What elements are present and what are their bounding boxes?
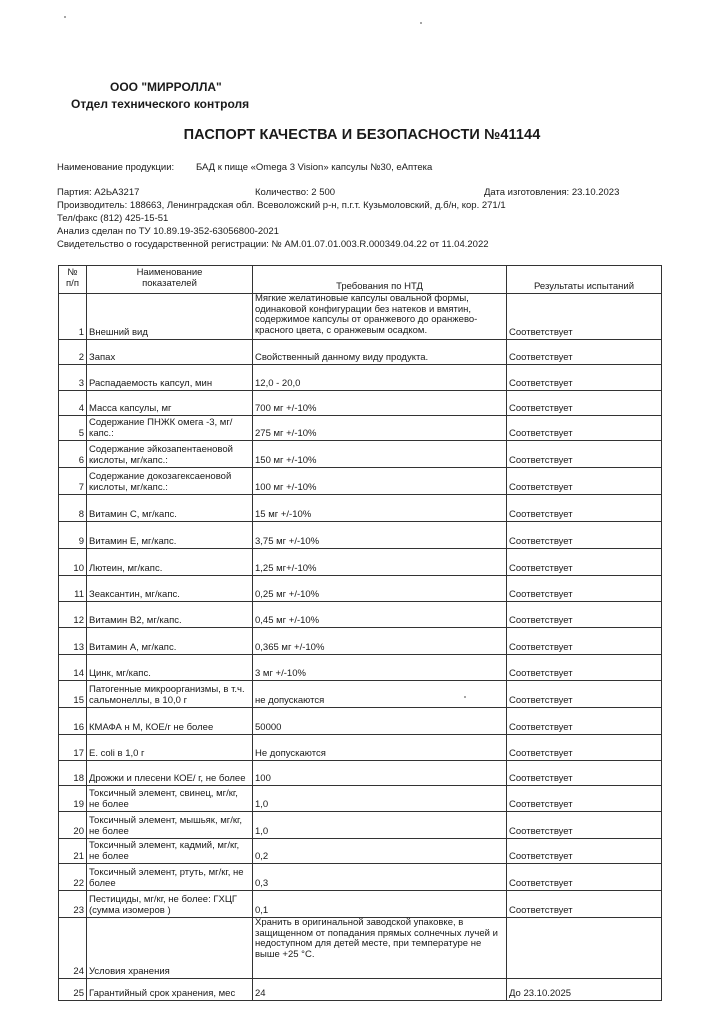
requirement: 0,45 мг +/-10% (253, 602, 507, 628)
table-row (59, 681, 662, 708)
table-row (59, 576, 662, 602)
requirement: 24 (253, 979, 507, 1001)
row-number: 4 (59, 391, 87, 416)
requirement: 12,0 - 20,0 (253, 365, 507, 391)
table-row (59, 365, 662, 391)
table-row (59, 979, 662, 1001)
indicator-name: Содержание ПНЖК омега -3, мг/капс.: (87, 416, 253, 441)
indicator-name: Витамин С, мг/капс. (87, 495, 253, 522)
row-number: 12 (59, 602, 87, 628)
test-result: Соответствует (507, 839, 662, 864)
scan-speck (464, 696, 466, 698)
requirement: 1,0 (253, 786, 507, 812)
row-number: 22 (59, 864, 87, 891)
product-value: БАД к пище «Omega 3 Vision» капсулы №30, еАптека (196, 162, 433, 173)
row-number: 18 (59, 761, 87, 786)
row-number: 19 (59, 786, 87, 812)
row-number: 17 (59, 735, 87, 761)
row-number: 11 (59, 576, 87, 602)
indicator-name: Токсичный элемент, кадмий, мг/кг, не более (87, 839, 253, 864)
requirement: 0,25 мг +/-10% (253, 576, 507, 602)
phone: Тел/факс (812) 425-15-51 (57, 213, 169, 224)
test-result: Соответствует (507, 708, 662, 735)
indicator-name: Условия хранения (87, 918, 253, 979)
header-name-line2: показателей (142, 277, 197, 289)
row-number: 20 (59, 812, 87, 839)
header-requirements: Требования по НТД (253, 266, 507, 294)
table-row (59, 812, 662, 839)
table-row (59, 708, 662, 735)
scan-speck (64, 16, 66, 18)
indicator-name: Витамин В2, мг/капс. (87, 602, 253, 628)
indicator-name: Цинк, мг/капс. (87, 655, 253, 681)
test-result (507, 918, 662, 979)
table-row (59, 391, 662, 416)
requirement: 50000 (253, 708, 507, 735)
scan-speck (420, 22, 422, 24)
indicator-name: Запах (87, 340, 253, 365)
requirement: 0,2 (253, 839, 507, 864)
test-result: Соответствует (507, 864, 662, 891)
test-result: До 23.10.2025 (507, 979, 662, 1001)
row-number: 7 (59, 468, 87, 495)
test-result: Соответствует (507, 761, 662, 786)
table-body (59, 294, 662, 1001)
requirement: 275 мг +/-10% (253, 416, 507, 441)
department-name: Отдел технического контроля (71, 97, 250, 111)
indicator-name: КМАФА н М, КОЕ/г не более (87, 708, 253, 735)
row-number: 10 (59, 549, 87, 576)
requirement: 100 мг +/-10% (253, 468, 507, 495)
test-result: Соответствует (507, 294, 662, 340)
row-number: 24 (59, 918, 87, 979)
header-num-line2: п/п (66, 277, 79, 289)
test-result: Соответствует (507, 655, 662, 681)
row-number: 16 (59, 708, 87, 735)
indicator-name: Распадаемость капсул, мин (87, 365, 253, 391)
row-number: 14 (59, 655, 87, 681)
test-result: Соответствует (507, 549, 662, 576)
requirement: Мягкие желатиновые капсулы овальной формы, одинаковой конфигурации без натеков и вмятин, содержимое капсулы от оранжевого до оранжево-красного цвета, с оранжевым осадком. (253, 294, 507, 340)
document-title: ПАСПОРТ КАЧЕСТВА И БЕЗОПАСНОСТИ №41144 (183, 127, 541, 143)
test-result: Соответствует (507, 468, 662, 495)
table-row (59, 735, 662, 761)
table-row (59, 602, 662, 628)
table-row (59, 522, 662, 549)
indicator-name: Гарантийный срок хранения, мес (87, 979, 253, 1001)
requirement: 15 мг +/-10% (253, 495, 507, 522)
table-row (59, 340, 662, 365)
test-result: Соответствует (507, 391, 662, 416)
row-number: 23 (59, 891, 87, 918)
table-header-row (59, 266, 662, 294)
indicator-name: Токсичный элемент, свинец, мг/кг, не более (87, 786, 253, 812)
header-results: Результаты испытаний (507, 266, 662, 294)
row-number: 25 (59, 979, 87, 1001)
table-row (59, 495, 662, 522)
quantity: Количество: 2 500 (255, 187, 336, 198)
indicator-name: Лютеин, мг/капс. (87, 549, 253, 576)
test-result: Соответствует (507, 602, 662, 628)
indicator-name: Зеаксантин, мг/капс. (87, 576, 253, 602)
requirement: не допускаются (253, 681, 507, 708)
requirement: 0,1 (253, 891, 507, 918)
requirement: 1,0 (253, 812, 507, 839)
company-name: ООО "МИРРОЛЛА" (110, 80, 222, 94)
test-result: Соответствует (507, 786, 662, 812)
header-name-line1: Наименование (136, 267, 203, 278)
table-row (59, 864, 662, 891)
analysis-spec: Анализ сделан по ТУ 10.89.19-352-63056800-2021 (57, 226, 279, 237)
table-row (59, 786, 662, 812)
product-label: Наименование продукции: (57, 162, 175, 173)
test-result: Соответствует (507, 522, 662, 549)
table-row (59, 891, 662, 918)
indicator-name: Содержание докозагексаеновой кислоты, мг/капс.: (87, 468, 253, 495)
batch-number: Партия: А2ЬА3217 (57, 187, 140, 198)
requirement: 3,75 мг +/-10% (253, 522, 507, 549)
header-name (87, 266, 253, 294)
test-result: Соответствует (507, 441, 662, 468)
table-row (59, 918, 662, 979)
row-number: 5 (59, 416, 87, 441)
table-row (59, 655, 662, 681)
indicator-name: Масса капсулы, мг (87, 391, 253, 416)
table-row (59, 761, 662, 786)
indicator-name: Витамин А, мг/капс. (87, 628, 253, 655)
requirement: Свойственный данному виду продукта. (253, 340, 507, 365)
table-row (59, 441, 662, 468)
header-num (59, 266, 87, 294)
row-number: 15 (59, 681, 87, 708)
requirement: 1,25 мг+/-10% (253, 549, 507, 576)
requirement: 150 мг +/-10% (253, 441, 507, 468)
row-number: 1 (59, 294, 87, 340)
indicator-name: Витамин Е, мг/капс. (87, 522, 253, 549)
test-result: Соответствует (507, 340, 662, 365)
indicator-name: Содержание эйкозапентаеновой кислоты, мг/капс.: (87, 441, 253, 468)
table-row (59, 839, 662, 864)
registration-certificate: Свидетельство о государственной регистрации: № AM.01.07.01.003.R.000349.04.22 от 11.04.2022 (57, 239, 489, 250)
indicator-name: Пестициды, мг/кг, не более: ГХЦГ (сумма изомеров ) (87, 891, 253, 918)
requirement: 0,3 (253, 864, 507, 891)
quality-table (58, 265, 662, 1001)
row-number: 8 (59, 495, 87, 522)
requirement: 3 мг +/-10% (253, 655, 507, 681)
table-row (59, 468, 662, 495)
producer: Производитель: 188663, Ленинградская обл. Всеволожский р-н, п.г.т. Кузьмоловский, д.б/н, кор. 271/1 (57, 200, 506, 211)
row-number: 21 (59, 839, 87, 864)
requirement: Хранить в оригинальной заводской упаковке, в защищенном от попадания прямых солнечных лучей и недоступном для детей месте, при температуре не выше +25 °С. (253, 918, 507, 979)
header-num-line1: № (67, 267, 78, 278)
indicator-name: Дрожжи и плесени КОЕ/ г, не более (87, 761, 253, 786)
row-number: 3 (59, 365, 87, 391)
table-row (59, 294, 662, 340)
test-result: Соответствует (507, 365, 662, 391)
indicator-name: Токсичный элемент, ртуть, мг/кг, не более (87, 864, 253, 891)
table-row (59, 549, 662, 576)
test-result: Соответствует (507, 681, 662, 708)
indicator-name: Патогенные микроорганизмы, в т.ч. сальмонеллы, в 10,0 г (87, 681, 253, 708)
test-result: Соответствует (507, 812, 662, 839)
table-row (59, 628, 662, 655)
row-number: 13 (59, 628, 87, 655)
requirement: 100 (253, 761, 507, 786)
table-row (59, 416, 662, 441)
indicator-name: Внешний вид (87, 294, 253, 340)
requirement: 700 мг +/-10% (253, 391, 507, 416)
requirement: 0,365 мг +/-10% (253, 628, 507, 655)
indicator-name: E. coli в 1,0 г (87, 735, 253, 761)
manufacture-date: Дата изготовления: 23.10.2023 (484, 187, 620, 198)
row-number: 6 (59, 441, 87, 468)
row-number: 2 (59, 340, 87, 365)
indicator-name: Токсичный элемент, мышьяк, мг/кг, не более (87, 812, 253, 839)
row-number: 9 (59, 522, 87, 549)
test-result: Соответствует (507, 576, 662, 602)
test-result: Соответствует (507, 495, 662, 522)
requirement: Не допускаются (253, 735, 507, 761)
test-result: Соответствует (507, 628, 662, 655)
test-result: Соответствует (507, 891, 662, 918)
test-result: Соответствует (507, 735, 662, 761)
test-result: Соответствует (507, 416, 662, 441)
